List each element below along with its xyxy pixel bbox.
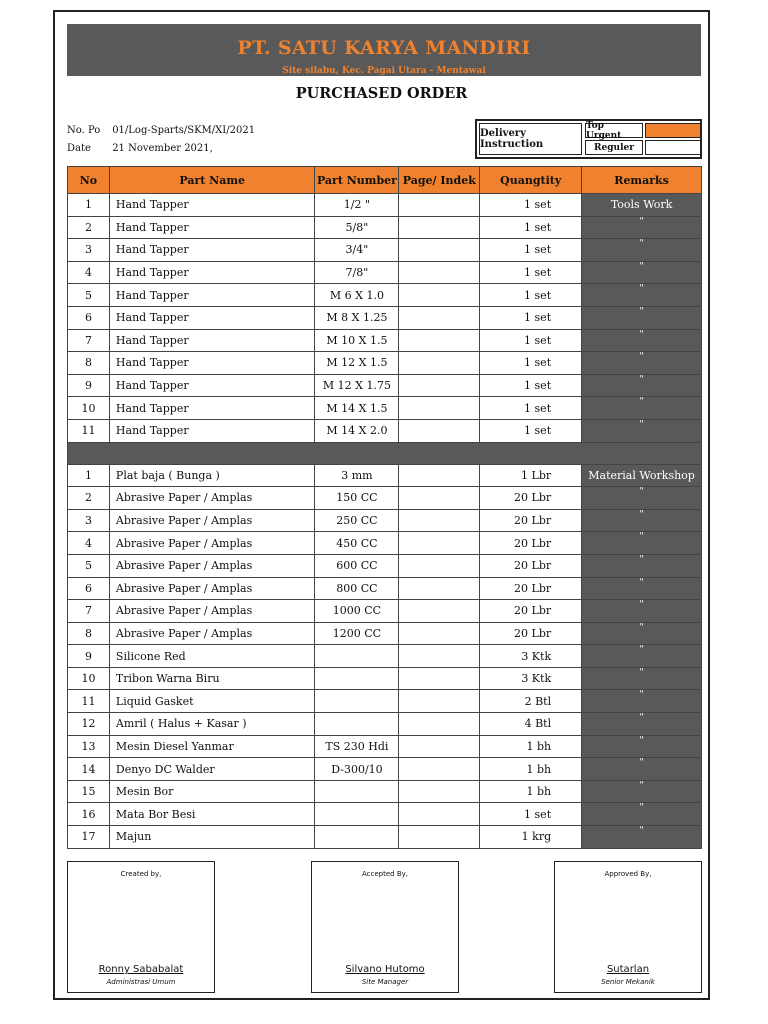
row-number: 2: [68, 487, 110, 510]
table-row: [68, 645, 702, 668]
row-number: 4: [68, 261, 110, 284]
table-row: [68, 419, 702, 442]
remarks-cell: ": [582, 284, 702, 307]
part-name-cell: Abrasive Paper / Amplas: [109, 487, 315, 510]
quantity-cell: 1 set: [480, 216, 582, 239]
part-number-cell: [315, 780, 399, 803]
quantity-cell: 20 Lbr: [480, 600, 582, 623]
quantity-cell: 1 set: [480, 329, 582, 352]
signatory-role: Site Manager: [361, 978, 409, 986]
page-index-cell: [399, 419, 480, 442]
table-row: [68, 554, 702, 577]
remarks-cell: ": [582, 374, 702, 397]
table-row: [68, 713, 702, 736]
quantity-cell: 1 set: [480, 352, 582, 375]
part-number-cell: [315, 826, 399, 849]
part-number-cell: M 8 X 1.25: [315, 306, 399, 329]
table-row: [68, 600, 702, 623]
row-number: 8: [68, 622, 110, 645]
row-number: 1: [68, 194, 110, 217]
quantity-cell: 1 set: [480, 397, 582, 420]
remarks-cell: Tools Work: [582, 194, 702, 217]
part-number-cell: [315, 645, 399, 668]
quantity-cell: 20 Lbr: [480, 509, 582, 532]
quantity-cell: 3 Ktk: [480, 667, 582, 690]
page-index-cell: [399, 690, 480, 713]
part-number-cell: 600 CC: [315, 554, 399, 577]
part-number-cell: M 12 X 1.5: [315, 352, 399, 375]
quantity-cell: 1 set: [480, 306, 582, 329]
part-number-cell: 150 CC: [315, 487, 399, 510]
page-index-cell: [399, 261, 480, 284]
page-index-cell: [399, 622, 480, 645]
part-name-cell: Hand Tapper: [109, 306, 315, 329]
column-header: Page/ Indek: [399, 167, 480, 194]
table-row: [68, 284, 702, 307]
page-index-cell: [399, 329, 480, 352]
remarks-cell: ": [582, 329, 702, 352]
part-number-cell: 3 mm: [315, 464, 399, 487]
row-number: 2: [68, 216, 110, 239]
row-number: 6: [68, 306, 110, 329]
part-name-cell: Abrasive Paper / Amplas: [109, 509, 315, 532]
row-number: 5: [68, 554, 110, 577]
row-number: 11: [68, 419, 110, 442]
top-urgent-label: Top Urgent: [585, 123, 643, 138]
page-index-cell: [399, 803, 480, 826]
part-name-cell: Abrasive Paper / Amplas: [109, 622, 315, 645]
row-number: 8: [68, 352, 110, 375]
company-banner: [67, 24, 701, 76]
part-name-cell: Amril ( Halus + Kasar ): [109, 713, 315, 736]
part-number-cell: 1200 CC: [315, 622, 399, 645]
row-number: 14: [68, 758, 110, 781]
quantity-cell: 20 Lbr: [480, 622, 582, 645]
row-number: 17: [68, 826, 110, 849]
quantity-cell: 20 Lbr: [480, 532, 582, 555]
quantity-cell: 1 set: [480, 194, 582, 217]
page-index-cell: [399, 464, 480, 487]
row-number: 6: [68, 577, 110, 600]
date-value: 21 November 2021,: [112, 143, 213, 154]
quantity-cell: 4 Btl: [480, 713, 582, 736]
table-row: [68, 509, 702, 532]
items-table: [67, 166, 702, 849]
quantity-cell: 1 krg: [480, 826, 582, 849]
page-index-cell: [399, 780, 480, 803]
page-index-cell: [399, 758, 480, 781]
table-row: [68, 690, 702, 713]
signature-caption: Created by,: [120, 870, 162, 878]
signatory-name: Ronny Sababalat: [98, 964, 184, 975]
row-number: 10: [68, 397, 110, 420]
part-name-cell: Majun: [109, 826, 315, 849]
row-number: 1: [68, 464, 110, 487]
part-name-cell: Hand Tapper: [109, 374, 315, 397]
remarks-cell: ": [582, 261, 702, 284]
table-row: [68, 194, 702, 217]
page-index-cell: [399, 194, 480, 217]
date-line: [67, 143, 213, 154]
row-number: 7: [68, 329, 110, 352]
signatory-name: Silvano Hutomo: [345, 964, 425, 975]
part-name-cell: Hand Tapper: [109, 329, 315, 352]
signatory-role: Senior Mekanik: [601, 978, 655, 986]
remarks-cell: ": [582, 239, 702, 262]
part-number-cell: D-300/10: [315, 758, 399, 781]
row-number: 9: [68, 374, 110, 397]
table-row: [68, 577, 702, 600]
row-number: 7: [68, 600, 110, 623]
part-name-cell: Silicone Red: [109, 645, 315, 668]
row-number: 13: [68, 735, 110, 758]
part-name-cell: Abrasive Paper / Amplas: [109, 554, 315, 577]
part-name-cell: Hand Tapper: [109, 397, 315, 420]
quantity-cell: 1 set: [480, 284, 582, 307]
remarks-cell: ": [582, 509, 702, 532]
part-number-cell: 7/8": [315, 261, 399, 284]
remarks-cell: ": [582, 690, 702, 713]
table-row: [68, 487, 702, 510]
row-number: 4: [68, 532, 110, 555]
table-row: [68, 622, 702, 645]
page-index-cell: [399, 532, 480, 555]
part-number-cell: 250 CC: [315, 509, 399, 532]
part-number-cell: 1000 CC: [315, 600, 399, 623]
table-row: [68, 374, 702, 397]
part-number-cell: 450 CC: [315, 532, 399, 555]
remarks-cell: ": [582, 352, 702, 375]
part-name-cell: Hand Tapper: [109, 194, 315, 217]
part-number-cell: [315, 803, 399, 826]
column-header: Remarks: [582, 167, 702, 194]
separator-cell: [68, 442, 702, 464]
table-row: [68, 826, 702, 849]
column-header: Part Name: [109, 167, 315, 194]
remarks-cell: ": [582, 645, 702, 668]
quantity-cell: 1 set: [480, 374, 582, 397]
part-name-cell: Denyo DC Walder: [109, 758, 315, 781]
table-row: [68, 464, 702, 487]
quantity-cell: 1 bh: [480, 735, 582, 758]
remarks-cell: ": [582, 735, 702, 758]
part-number-cell: 5/8": [315, 216, 399, 239]
remarks-cell: ": [582, 803, 702, 826]
po-number-label: No. Po: [67, 125, 101, 136]
page-index-cell: [399, 735, 480, 758]
table-row: [68, 329, 702, 352]
page-index-cell: [399, 306, 480, 329]
page-index-cell: [399, 487, 480, 510]
po-number-value: 01/Log-Sparts/SKM/XI/2021: [112, 125, 256, 136]
part-number-cell: [315, 667, 399, 690]
page-index-cell: [399, 554, 480, 577]
quantity-cell: 1 set: [480, 419, 582, 442]
page-index-cell: [399, 216, 480, 239]
purchase-order-sheet: [53, 10, 710, 1000]
table-row: [68, 735, 702, 758]
part-name-cell: Hand Tapper: [109, 284, 315, 307]
remarks-cell: ": [582, 419, 702, 442]
remarks-cell: Material Workshop: [582, 464, 702, 487]
row-number: 16: [68, 803, 110, 826]
part-name-cell: Mesin Bor: [109, 780, 315, 803]
remarks-cell: ": [582, 577, 702, 600]
remarks-cell: ": [582, 622, 702, 645]
table-row: [68, 397, 702, 420]
page-index-cell: [399, 667, 480, 690]
column-header: Part Number: [315, 167, 399, 194]
row-number: 11: [68, 690, 110, 713]
part-name-cell: Hand Tapper: [109, 352, 315, 375]
row-number: 12: [68, 713, 110, 736]
page-index-cell: [399, 577, 480, 600]
table-row: [68, 758, 702, 781]
column-header: No: [68, 167, 110, 194]
page-index-cell: [399, 397, 480, 420]
part-number-cell: 1/2 ": [315, 194, 399, 217]
part-name-cell: Hand Tapper: [109, 261, 315, 284]
remarks-cell: ": [582, 554, 702, 577]
page-index-cell: [399, 352, 480, 375]
part-number-cell: 3/4": [315, 239, 399, 262]
remarks-cell: ": [582, 713, 702, 736]
table-row: [68, 803, 702, 826]
row-number: 3: [68, 239, 110, 262]
row-number: 5: [68, 284, 110, 307]
part-name-cell: Liquid Gasket: [109, 690, 315, 713]
table-row: [68, 239, 702, 262]
part-number-cell: M 14 X 1.5: [315, 397, 399, 420]
part-name-cell: Mata Bor Besi: [109, 803, 315, 826]
part-name-cell: Abrasive Paper / Amplas: [109, 577, 315, 600]
row-number: 15: [68, 780, 110, 803]
table-row: [68, 667, 702, 690]
items-table-body: [68, 194, 702, 849]
table-row: [68, 352, 702, 375]
accepted-by-box: [311, 861, 459, 993]
reguler-label: Reguler: [585, 140, 643, 155]
table-row: [68, 261, 702, 284]
quantity-cell: 1 set: [480, 803, 582, 826]
page-index-cell: [399, 374, 480, 397]
quantity-cell: 1 set: [480, 239, 582, 262]
section-separator-row: [68, 442, 702, 464]
quantity-cell: 1 set: [480, 261, 582, 284]
column-header: Quangtity: [480, 167, 582, 194]
part-number-cell: [315, 713, 399, 736]
table-row: [68, 780, 702, 803]
page-index-cell: [399, 509, 480, 532]
remarks-cell: ": [582, 667, 702, 690]
company-name: PT. SATU KARYA MANDIRI: [237, 37, 531, 59]
part-number-cell: M 12 X 1.75: [315, 374, 399, 397]
quantity-cell: 3 Ktk: [480, 645, 582, 668]
part-name-cell: Tribon Warna Biru: [109, 667, 315, 690]
row-number: 10: [68, 667, 110, 690]
signature-caption: Approved By,: [604, 870, 652, 878]
remarks-cell: ": [582, 306, 702, 329]
part-number-cell: M 14 X 2.0: [315, 419, 399, 442]
part-number-cell: M 6 X 1.0: [315, 284, 399, 307]
top-urgent-checkbox[interactable]: [645, 123, 701, 138]
remarks-cell: ": [582, 216, 702, 239]
quantity-cell: 20 Lbr: [480, 577, 582, 600]
remarks-cell: ": [582, 532, 702, 555]
company-address: Site silabu, Kec. Pagai Utara - Mentawai: [282, 66, 486, 76]
part-name-cell: Mesin Diesel Yanmar: [109, 735, 315, 758]
page-index-cell: [399, 645, 480, 668]
table-header-row: [68, 167, 702, 194]
quantity-cell: 20 Lbr: [480, 554, 582, 577]
page-index-cell: [399, 239, 480, 262]
row-number: 9: [68, 645, 110, 668]
table-row: [68, 532, 702, 555]
part-name-cell: Plat baja ( Bunga ): [109, 464, 315, 487]
part-number-cell: [315, 690, 399, 713]
delivery-instruction-box: [475, 119, 702, 159]
part-name-cell: Hand Tapper: [109, 239, 315, 262]
reguler-checkbox[interactable]: [645, 140, 701, 155]
remarks-cell: ": [582, 826, 702, 849]
po-number-line: [67, 125, 255, 136]
signatory-role: Administrasi Umum: [106, 978, 176, 986]
approved-by-box: [554, 861, 702, 993]
quantity-cell: 1 bh: [480, 780, 582, 803]
remarks-cell: ": [582, 487, 702, 510]
part-number-cell: M 10 X 1.5: [315, 329, 399, 352]
signatory-name: Sutarlan: [606, 964, 650, 975]
remarks-cell: ": [582, 600, 702, 623]
signature-caption: Accepted By,: [361, 870, 408, 878]
part-name-cell: Abrasive Paper / Amplas: [109, 600, 315, 623]
table-row: [68, 216, 702, 239]
part-name-cell: Hand Tapper: [109, 216, 315, 239]
part-name-cell: Hand Tapper: [109, 419, 315, 442]
quantity-cell: 1 bh: [480, 758, 582, 781]
created-by-box: [67, 861, 215, 993]
quantity-cell: 20 Lbr: [480, 487, 582, 510]
quantity-cell: 1 Lbr: [480, 464, 582, 487]
remarks-cell: ": [582, 780, 702, 803]
page-index-cell: [399, 826, 480, 849]
page-index-cell: [399, 600, 480, 623]
part-name-cell: Abrasive Paper / Amplas: [109, 532, 315, 555]
row-number: 3: [68, 509, 110, 532]
remarks-cell: ": [582, 397, 702, 420]
remarks-cell: ": [582, 758, 702, 781]
quantity-cell: 2 Btl: [480, 690, 582, 713]
document-title: PURCHASED ORDER: [295, 85, 468, 102]
page-index-cell: [399, 284, 480, 307]
page-index-cell: [399, 713, 480, 736]
table-row: [68, 306, 702, 329]
part-number-cell: 800 CC: [315, 577, 399, 600]
part-number-cell: TS 230 Hdi: [315, 735, 399, 758]
delivery-instruction-label: Delivery Instruction: [479, 123, 582, 155]
date-label: Date: [67, 143, 91, 154]
